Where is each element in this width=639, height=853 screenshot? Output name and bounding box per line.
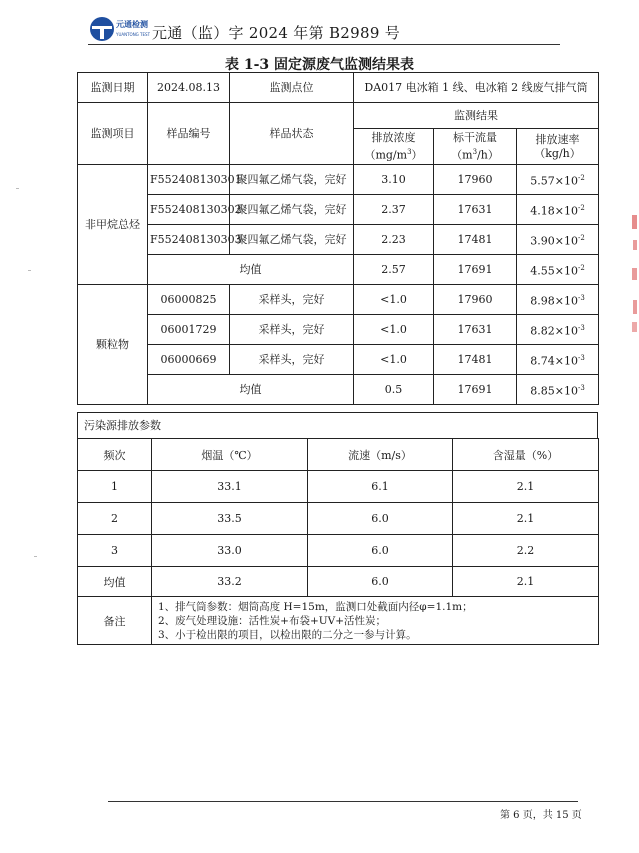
speed-value: 6.0 [308,535,453,567]
moist-value: 2.1 [453,567,599,597]
flow-value: 17691 [434,375,517,405]
flow-value: 17960 [434,285,517,315]
source-params-heading: 污染源排放参数 [77,412,598,438]
avg-row [78,375,599,405]
svg-text:YUANTONG TEST: YUANTONG TEST [116,32,150,37]
freq-value: 3 [78,535,152,567]
footer-divider [108,801,578,802]
moist-value: 2.2 [453,535,599,567]
remarks-content [152,597,599,645]
scan-speck [28,270,31,271]
sample-state: 聚四氟乙烯气袋，完好 [230,165,354,195]
temp-value: 33.1 [152,471,308,503]
item-header: 监测项目 [78,103,148,165]
rate-value: $8.74\times 10^{-3}$ [517,345,599,375]
rate-value: $5.57\times 10^{-2}$ [517,165,599,195]
temp-value: 33.5 [152,503,308,535]
moist-header: 含湿量（%） [453,439,599,471]
sample-state: 采样头，完好 [230,285,354,315]
seal-stamp-edge [629,210,639,340]
avg-row [78,567,599,597]
flow-value: 17481 [434,345,517,375]
scan-speck [16,188,19,189]
temp-value: 33.2 [152,567,308,597]
conc-value: 3.10 [354,165,434,195]
table-row [78,471,599,503]
nmhc-item: 非甲烷总烃 [78,165,148,285]
freq-value: 1 [78,471,152,503]
document-number: 元通（监）字 2024 年第 B2989 号 [152,24,401,42]
table-row [78,345,599,375]
conc-value: 2.37 [354,195,434,225]
flow-header: 标干流量 $(m^3/h)$ [434,129,517,165]
conc-value: 0.5 [354,375,434,405]
params-header-row [78,439,599,471]
rate-header: 排放速率 （kg/h） [517,129,599,165]
remark-line: 2、废气处理设施：活性炭+布袋+UV+活性炭； [158,614,387,627]
emission-results-table [77,72,599,405]
sample-state: 聚四氟乙烯气袋，完好 [230,225,354,255]
sample-state-header: 样品状态 [230,103,354,165]
date-label: 监测日期 [78,73,148,103]
avg-label: 均值 [148,375,354,405]
rate-value: $8.82\times 10^{-3}$ [517,315,599,345]
table-row [78,165,599,195]
table-row [78,535,599,567]
avg-row [78,255,599,285]
remark-line: 3、小于检出限的项目，以检出限的二分之一参与计算。 [158,628,417,641]
flow-value: 17960 [434,165,517,195]
avg-label: 均值 [78,567,152,597]
temp-header: 烟温（℃） [152,439,308,471]
sample-no: 06000825 [148,285,230,315]
info-row [78,73,599,103]
table-row [78,225,599,255]
results-header: 监测结果 [354,103,599,129]
table-row [78,285,599,315]
conc-value: <1.0 [354,315,434,345]
source-params-table [77,438,599,645]
sample-no: F552408130303 [148,225,230,255]
conc-value: <1.0 [354,345,434,375]
sample-no: 06001729 [148,315,230,345]
rate-value: $4.18\times 10^{-2}$ [517,195,599,225]
remarks-label: 备注 [78,597,152,645]
pm-item: 颗粒物 [78,285,148,405]
moist-value: 2.1 [453,503,599,535]
speed-header: 流速（m/s） [308,439,453,471]
flow-value: 17691 [434,255,517,285]
table-row [78,503,599,535]
table-row [78,315,599,345]
table-row [78,195,599,225]
header-divider [88,44,560,45]
flow-value: 17631 [434,315,517,345]
header-row-1 [78,103,599,129]
point-label: 监测点位 [230,73,354,103]
page-number: 第 6 页，共 15 页 [500,810,582,821]
speed-value: 6.1 [308,471,453,503]
conc-header: 排放浓度 $(mg/m^3)$ [354,129,434,165]
remarks-row [78,597,599,645]
speed-value: 6.0 [308,503,453,535]
sample-no: F552408130302 [148,195,230,225]
sample-no: F552408130301 [148,165,230,195]
moist-value: 2.1 [453,471,599,503]
temp-value: 33.0 [152,535,308,567]
freq-header: 频次 [78,439,152,471]
point-value: DA017 电冰箱 1 线、电冰箱 2 线废气排气筒 [354,73,599,103]
table-title: 表 1-3 固定源废气监测结果表 [224,57,415,73]
conc-value: 2.57 [354,255,434,285]
date-value: 2024.08.13 [148,73,230,103]
sample-state: 采样头，完好 [230,345,354,375]
scan-speck [34,556,37,557]
speed-value: 6.0 [308,567,453,597]
rate-value: $8.98\times 10^{-3}$ [517,285,599,315]
remark-line: 1、排气筒参数：烟筒高度 H=15m，监测口处截面内径φ=1.1m； [158,600,473,613]
rate-value: $4.55\times 10^{-2}$ [517,255,599,285]
freq-value: 2 [78,503,152,535]
flow-value: 17481 [434,225,517,255]
svg-text:元通检测: 元通检测 [116,20,148,29]
rate-value: $8.85\times 10^{-3}$ [517,375,599,405]
rate-value: $3.90\times 10^{-2}$ [517,225,599,255]
flow-value: 17631 [434,195,517,225]
sample-no: 06000669 [148,345,230,375]
conc-value: 2.23 [354,225,434,255]
conc-value: <1.0 [354,285,434,315]
sample-no-header: 样品编号 [148,103,230,165]
company-logo [88,14,150,44]
avg-label: 均值 [148,255,354,285]
sample-state: 采样头，完好 [230,315,354,345]
sample-state: 聚四氟乙烯气袋，完好 [230,195,354,225]
